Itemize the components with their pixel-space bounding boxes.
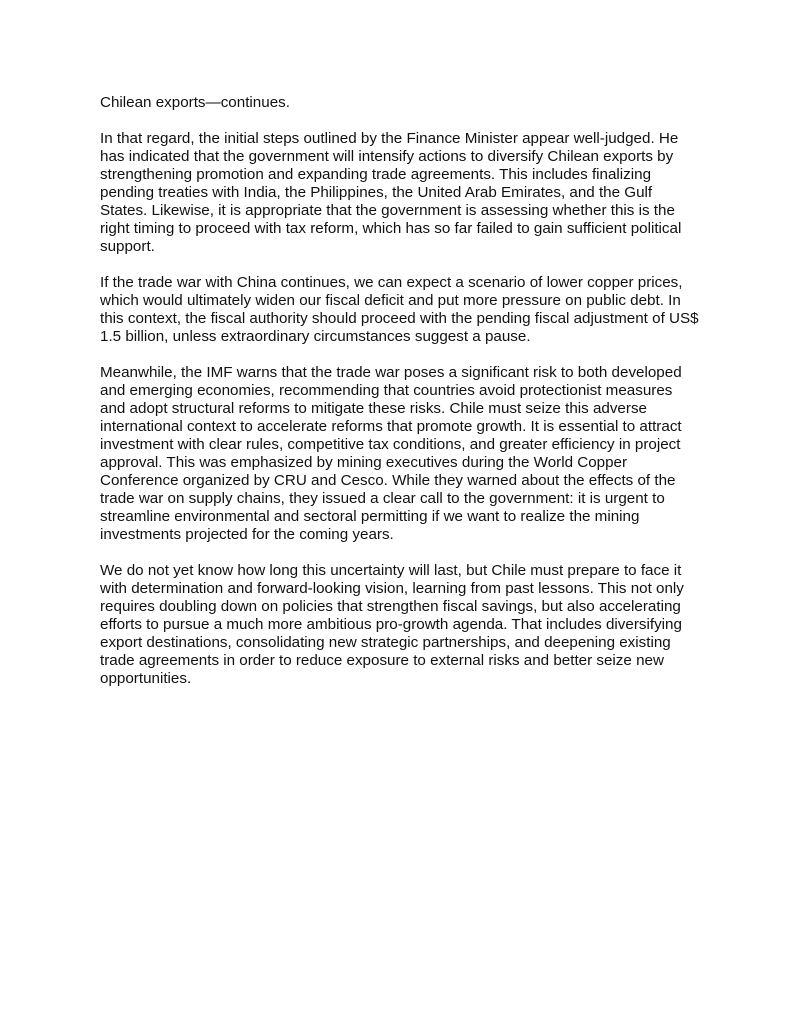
document-body bbox=[100, 94, 700, 706]
paragraph: If the trade war with China continues, we can expect a scenario of lower copper prices, which would ultimately widen our fiscal deficit and put more pressure on public debt. In this context, the fiscal authority should proceed with the pending fiscal adjustment of US$ 1.5 billion, unless extraordinary circumstances suggest a pause. bbox=[100, 274, 699, 345]
paragraph: We do not yet know how long this uncertainty will last, but Chile must prepare to face it with determination and forward-looking vision, learning from past lessons. This not only requires doubling down on policies that strengthen fiscal savings, but also accelerating efforts to pursue a much more ambitious pro-growth agenda. That includes diversifying export destinations, consolidating new strategic partnerships, and deepening existing trade agreements in order to reduce exposure to external risks and better seize new opportunities. bbox=[100, 562, 684, 687]
paragraph: Chilean exports—continues. bbox=[100, 94, 290, 111]
paragraph: In that regard, the initial steps outlined by the Finance Minister appear well-judged. He has indicated that the government will intensify actions to diversify Chilean exports by strengthening promotion and expanding trade agreements. This includes finalizing pending treaties with India, the Philippines, the United Arab Emirates, and the Gulf States. Likewise, it is appropriate that the government is assessing whether this is the right timing to proceed with tax reform, which has so far failed to gain sufficient political support. bbox=[100, 130, 682, 255]
paragraph: Meanwhile, the IMF warns that the trade war poses a significant risk to both developed and emerging economies, recommending that countries avoid protectionist measures and adopt structural reforms to mitigate these risks. Chile must seize this adverse international context to accelerate reforms that promote growth. It is essential to attract investment with clear rules, competitive tax conditions, and greater efficiency in project approval. This was emphasized by mining executives during the World Copper Conference organized by CRU and Cesco. While they warned about the effects of the trade war on supply chains, they issued a clear call to the government: it is urgent to streamline environmental and sectoral permitting if we want to realize the mining investments projected for the coming years. bbox=[100, 364, 682, 543]
